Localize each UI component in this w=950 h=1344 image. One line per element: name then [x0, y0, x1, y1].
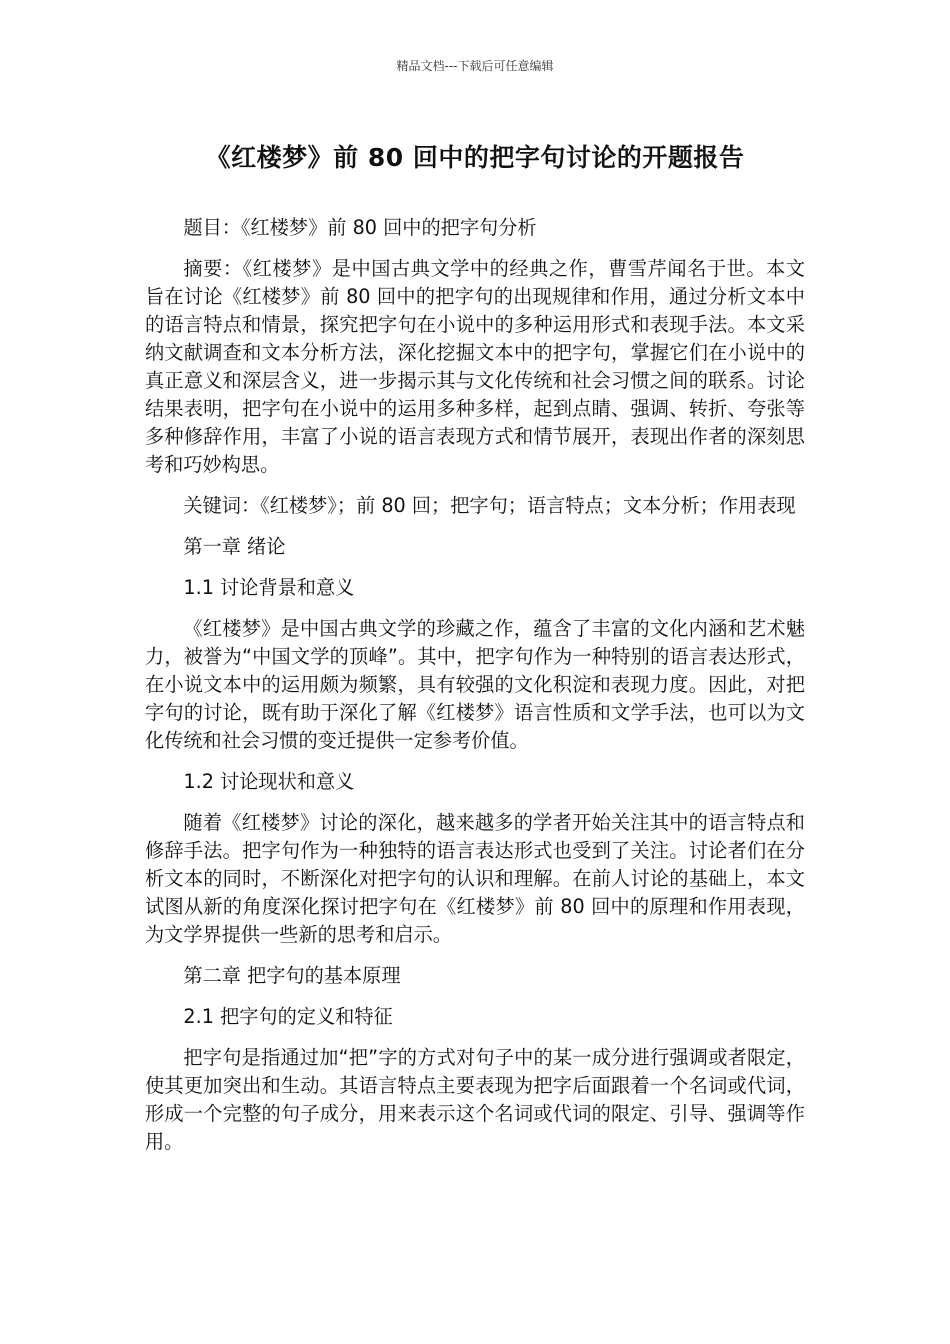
keywords-paragraph: 关键词：《红楼梦》；前 80 回；把字句；语言特点；文本分析；作用表现 — [183, 494, 796, 517]
section-heading: 2.1 把字句的定义和特征 — [183, 1005, 393, 1028]
section-heading: 1.2 讨论现状和意义 — [183, 770, 355, 793]
header-note: 精品文档---下载后可任意编辑 — [396, 59, 554, 73]
body-paragraph: 随着《红楼梦》讨论的深化，越来越多的学者开始关注其中的语言特点和修辞手法。把字句作为一种独特的语言表达形式也受到了关注。讨论者们在分析文本的同时，不断深化对把字句的认识和理解。在前人讨论的基础上，本文试图从新的角度深化探讨把字句在《红楼梦》前 80 回中的原理和作用表现，为文学界提供一些新的思考和启示。 — [145, 811, 805, 946]
chapter-heading: 第二章 把字句的基本原理 — [183, 964, 401, 987]
section-heading: 1.1 讨论背景和意义 — [183, 576, 355, 599]
topic-line: 题目：《红楼梦》前 80 回中的把字句分析 — [183, 216, 537, 239]
document-body — [145, 214, 805, 1169]
body-paragraph: 把字句是指通过加“把”字的方式对句子中的某一成分进行强调或者限定，使其更加突出和生动。其语言特点主要表现为把字后面跟着一个名词或代词，形成一个完整的句子成分，用来表示这个名词或代词的限定、引导、强调等作用。 — [145, 1046, 805, 1153]
abstract-paragraph: 摘要：《红楼梦》是中国古典文学中的经典之作，曹雪芹闻名于世。本文旨在讨论《红楼梦》前 80 回中的把字句的出现规律和作用，通过分析文本中的语言特点和情景，探究把字句在小说中的多种运用形式和表现手法。本文采纳文献调查和文本分析方法，深化挖掘文本中的把字句，掌握它们在小说中的真正意义和深层含义，进一步揭示其与文化传统和社会习惯之间的联系。讨论结果表明，把字句在小说中的运用多种多样，起到点睛、强调、转折、夸张等多种修辞作用，丰富了小说的语言表现方式和情节展开，表现出作者的深刻思考和巧妙构思。 — [145, 257, 805, 476]
body-paragraph: 《红楼梦》是中国古典文学的珍藏之作，蕴含了丰富的文化内涵和艺术魅力，被誉为“中国文学的顶峰”。其中，把字句作为一种特别的语言表达形式，在小说文本中的运用颇为频繁，具有较强的文化积淀和表现力度。因此，对把字句的讨论，既有助于深化了解《红楼梦》语言性质和文学手法，也可以为文化传统和社会习惯的变迁提供一定参考价值。 — [145, 617, 805, 752]
chapter-heading: 第一章 绪论 — [183, 535, 286, 558]
document-title: 《红楼梦》前 80 回中的把字句讨论的开题报告 — [205, 143, 745, 172]
